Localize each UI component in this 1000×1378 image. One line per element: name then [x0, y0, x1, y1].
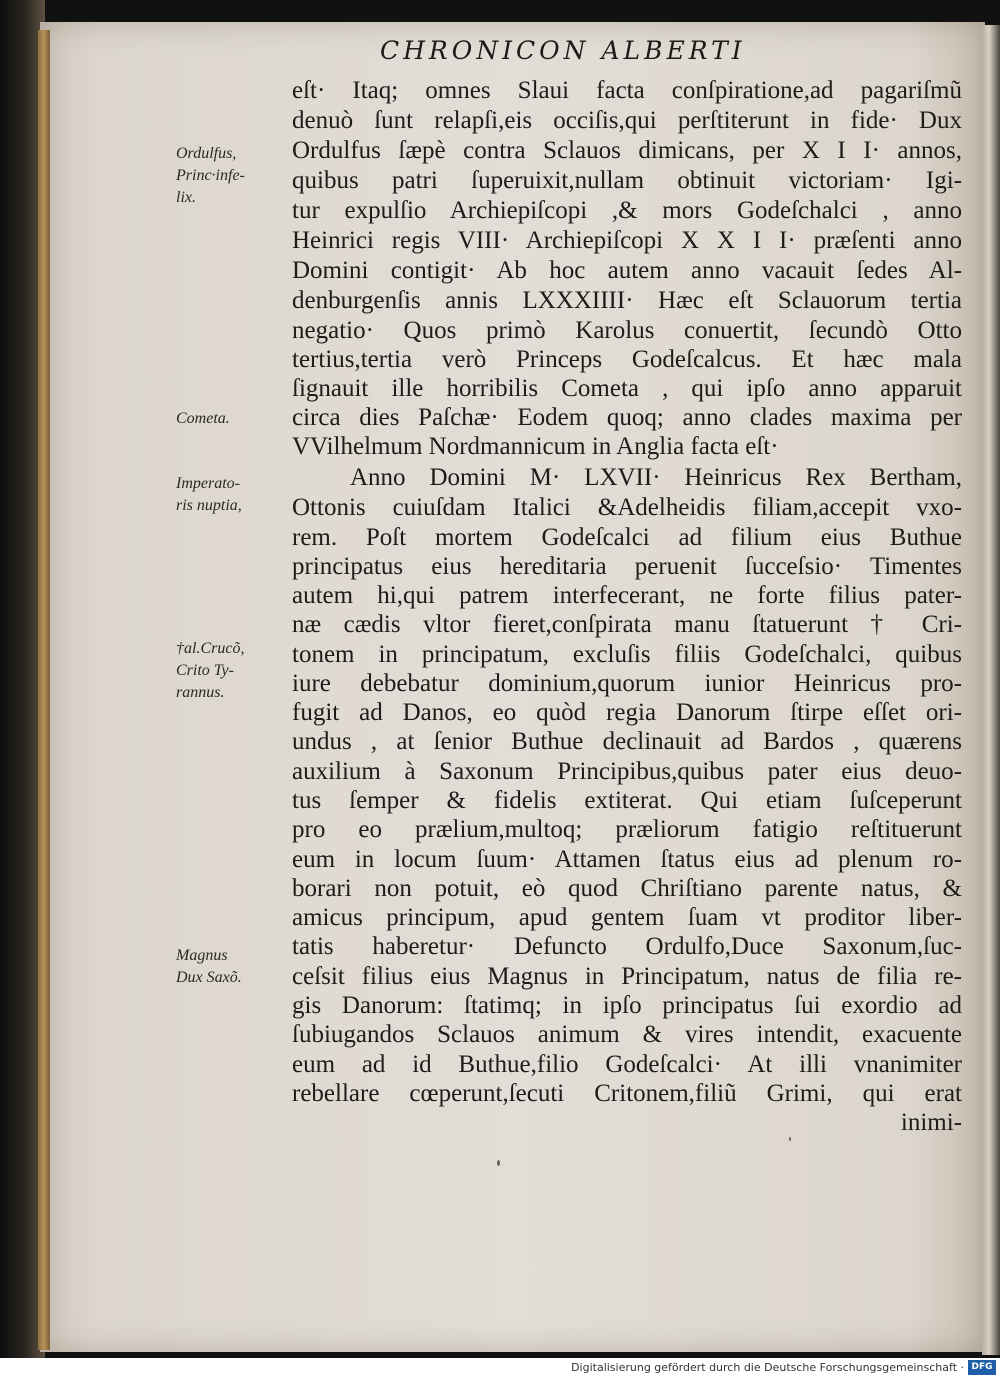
text-line: Ottonis cuiuſdam Italici &Adelheidis filiam,accepit vxo- [292, 494, 962, 521]
text-line: autem hi,qui patrem interfecerant, ne forte filius pater- [292, 582, 962, 609]
paper-speck [497, 1160, 500, 1166]
margin-note-cometa [176, 408, 294, 430]
text-line: gis Danorum: ſtatimq; in ipſo principatus ſui exordio ad [292, 992, 962, 1019]
text-line: Domini contigit· Ab hoc autem anno vacauit ſedes Al- [292, 257, 962, 284]
margin-note-line: Imperato- [176, 475, 240, 492]
text-line: tertius,tertia verò Princeps Godeſcalcus. Et hæc mala [292, 346, 962, 373]
margin-note-line: Crito Ty- [176, 662, 234, 679]
text-line: quibus patri ſuperuixit,nullam obtinuit victoriam· Igi- [292, 167, 962, 194]
paper-speck [789, 1137, 791, 1141]
running-head: CHRONICON ALBERTI [380, 36, 746, 65]
text-line: tatis haberetur· Defuncto Ordulfo,Duce Saxonum,ſuc- [292, 933, 962, 960]
text-line: næ cædis vltor fieret,conſpirata manu ſtatuerunt † Cri- [292, 611, 962, 638]
margin-note-line: ris nuptia, [176, 497, 242, 514]
margin-note-line: Ordulfus, [176, 145, 237, 162]
margin-note-line: lix. [176, 189, 196, 206]
text-line: VVilhelmum Nordmannicum in Anglia facta eſt· [292, 433, 779, 460]
text-line: eum ad id Buthue,filio Godeſcalci· At illi vnanimiter [292, 1051, 962, 1078]
page-edge [982, 25, 1000, 1355]
margin-note-line: rannus. [176, 684, 225, 701]
catchword: inimi- [900, 1109, 962, 1136]
text-line: eum in locum ſuum· Attamen ſtatus eius ad plenum ro- [292, 846, 962, 873]
funding-credit: Digitalisierung gefördert durch die Deutsche Forschungsgemeinschaft · [571, 1361, 964, 1374]
margin-note-line: Princ·infe- [176, 167, 245, 184]
text-line: principatus eius hereditaria peruenit ſucceſsio· Timentes [292, 553, 962, 580]
text-line: auxilium à Saxonum Principibus,quibus pater eius deuo- [292, 758, 962, 785]
footer-bar [0, 1358, 1000, 1378]
text-line: rebellare cœperunt,ſecuti Critonem,filiũ Grimi, qui erat [292, 1080, 962, 1107]
margin-note-line: Dux Saxõ. [176, 969, 242, 986]
text-line: iure debebatur dominium,quorum iunior Heinricus pro- [292, 670, 962, 697]
margin-note-imperatoris [176, 473, 294, 517]
text-line: tur expulſio Archiepiſcopi ,& mors Godeſchalci , anno [292, 197, 962, 224]
cover-board-edge [38, 30, 50, 1350]
text-line: borari non potuit, eò quod Chriſtiano parente natus, & [292, 875, 962, 902]
text-line: ceſsit filius eius Magnus in Principatum, natus de filia re- [292, 963, 962, 990]
text-line: circa dies Paſchæ· Eodem quoq; anno clades maxima per [292, 404, 962, 431]
text-line: Anno Domini M· LXVII· Heinricus Rex Bertham, [350, 464, 962, 491]
margin-note-line: †al.Crucõ, [176, 640, 245, 657]
margin-note-line: Cometa. [176, 410, 230, 427]
text-line: undus , at ſenior Buthue declinauit ad Bardos , quærens [292, 728, 962, 755]
text-line: pro eo prælium,multoq; præliorum fatigio reſtituerunt [292, 816, 962, 843]
text-line: amicus principum, apud gentem ſuam vt proditor liber- [292, 904, 962, 931]
text-line: negatio· Quos primò Karolus conuertit, ſecundò Otto [292, 317, 962, 344]
dfg-logo: DFG [968, 1360, 996, 1375]
text-line: denuò ſunt relapſi,eis occiſis,qui perſtiterunt in fide· Dux [292, 107, 962, 134]
text-line: fugit ad Danos, eo quòd regia Danorum ſtirpe eſſet ori- [292, 699, 962, 726]
margin-note-ordulfus [176, 143, 294, 209]
margin-note-magnus [176, 945, 294, 989]
text-line: rem. Poſt mortem Godeſcalci ad filium eius Buthue [292, 524, 962, 551]
margin-note-line: Magnus [176, 947, 228, 964]
text-line: eſt· Itaq; omnes Slaui facta conſpiratione,ad pagariſmũ [292, 77, 962, 104]
text-line: Ordulfus ſæpè contra Sclauos dimicans, per X I I· annos, [292, 137, 962, 164]
margin-note-alias [176, 638, 294, 704]
text-line: denburgenſis annis LXXXIIII· Hæc eſt Sclauorum tertia [292, 287, 962, 314]
text-line: Heinrici regis VIII· Archiepiſcopi X X I I· præſenti anno [292, 227, 962, 254]
text-line: tus ſemper & fidelis extiterat. Qui etiam ſuſceperunt [292, 787, 962, 814]
text-line: tonem in principatum, excluſis filiis Godeſchalci, quibus [292, 641, 962, 668]
text-line: ſubiugandos Sclauos animum & vires intendit, exacuente [292, 1021, 962, 1048]
text-line: ſignauit ille horribilis Cometa , qui ipſo anno apparuit [292, 375, 962, 402]
